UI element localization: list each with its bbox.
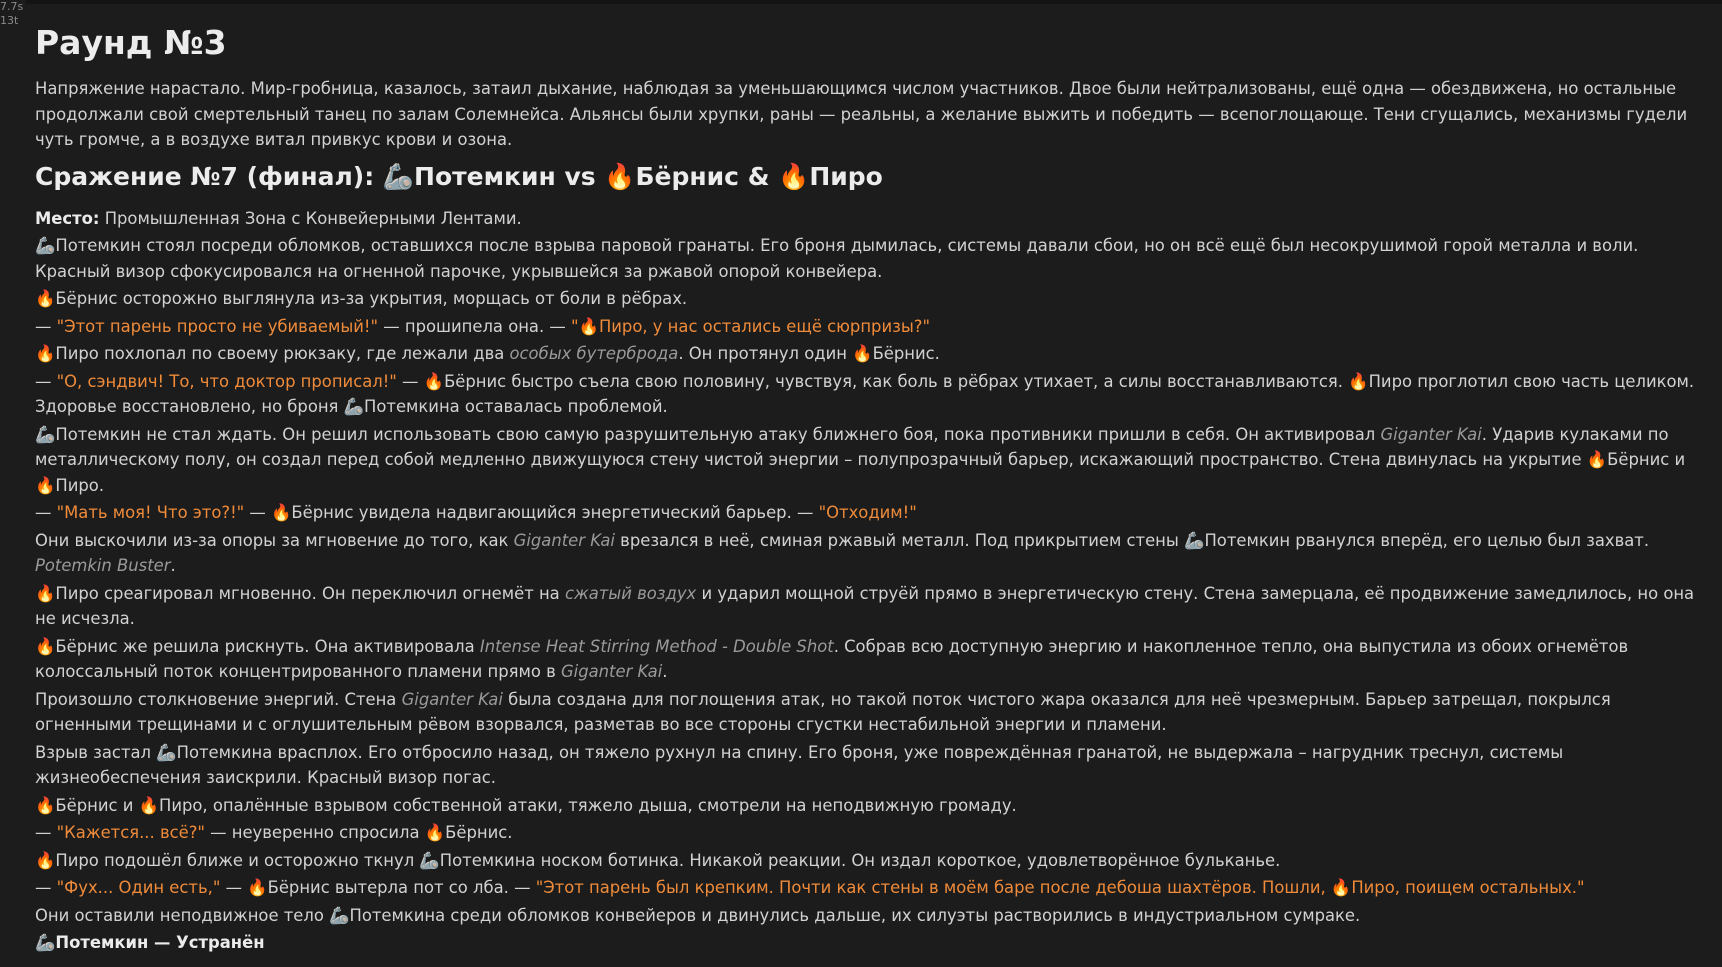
story-line-8 xyxy=(35,528,1700,579)
narration: — неуверенно спросила 🔥Бёрнис. xyxy=(204,823,513,842)
italic-term: Giganter Kai xyxy=(1380,424,1482,444)
story-line-1: 🦾Потемкин стоял посреди обломков, оставшихся после взрыва паровой гранаты. Его броня дымилась, системы давали сбои, но он всё ещё был несокрушимой горой металла и воли. Красный визор сфокусировался на огненной парочке, укрывшейся за ржавой опорой конвейера. xyxy=(35,236,1639,281)
round-title: Раунд №3 xyxy=(35,23,227,62)
narration: . Собрав всю доступную энергию и накопленное тепло, она выпустила из обоих огнемётов колоссальный поток концентрированного пламени прямо в xyxy=(35,636,1629,681)
narration: Они выскочили из-за опоры за мгновение до того, как xyxy=(35,530,514,550)
place-line xyxy=(35,206,1700,232)
italic-term: особых бутерброда xyxy=(509,344,679,363)
narration: — 🔥Бёрнис увидела надвигающийся энергетический барьер. — xyxy=(244,503,819,522)
story-line-13: 🔥Бёрнис и 🔥Пиро, опалённые взрывом собственной атаки, тяжело дыша, смотрели на неподвижную громаду. xyxy=(35,795,1017,815)
narration: врезался в неё, сминая ржавый металл. Под прикрытием стены 🦾Потемкин рванулся вперёд, его целью был захват. xyxy=(614,530,1650,550)
story-line-16 xyxy=(35,875,1700,901)
italic-term: Giganter Kai xyxy=(513,530,615,550)
italic-term: Intense Heat Stirring Method - Double Shot xyxy=(479,636,834,656)
narration: . Ударив кулаками по металлическому полу, он создал перед собой медленно движущуюся стену чистой энергии – полупрозрачный барьер, искажающий пространство. Стена двинулась на укрытие 🔥Бёрнис и 🔥Пиро. xyxy=(35,424,1686,495)
narration: 🔥Бёрнис же решила рискнуть. Она активировала xyxy=(35,636,480,656)
dash: — xyxy=(35,878,57,897)
quote: "🔥Пиро, у нас остались ещё сюрпризы?" xyxy=(571,316,931,336)
narration: — прошипела она. — xyxy=(378,316,571,336)
dash: — xyxy=(35,371,57,391)
intro-paragraph: Напряжение нарастало. Мир-гробница, казалось, затаил дыхание, наблюдая за уменьшающимся числом участников. Двое были нейтрализованы, ещё одна — обездвижена, но остальные продолжали свой смертельный танец по залам Солемнейса. Альянсы были хрупки, раны — реальны, а желание выжить и победить — всепоглощающе. Тени сгущались, механизмы гудели чуть громче, а в воздухе витал привкус крови и озона. xyxy=(35,79,1688,149)
place-label: Место: xyxy=(35,208,100,228)
story-line-10 xyxy=(35,634,1700,685)
quote: "Мать моя! Что это?!" xyxy=(56,503,245,522)
narration: 🔥Пиро среагировал мгновенно. Он переключил огнемёт на xyxy=(35,583,565,603)
quote: "Кажется... всё?" xyxy=(56,823,205,842)
narration: — 🔥Бёрнис быстро съела свою половину, чувствуя, как боль в рёбрах утихает, а силы восстанавливаются. 🔥Пиро проглотил свою часть целиком. Здоровье восстановлено, но броня 🦾Потемкина оставалась проблемой. xyxy=(35,371,1695,416)
generation-tokens: 13t xyxy=(0,14,19,27)
narration: . xyxy=(170,556,176,575)
battle-heading: Сражение №7 (финал): 🦾Потемкин vs 🔥Бёрнис & 🔥Пиро xyxy=(35,161,883,191)
narration: и ударил мощной струёй прямо в энергетическую стену. Стена замерцала, её продвижение замедлилось, но она не исчезла. xyxy=(35,583,1695,628)
narration: была создана для поглощения атак, но такой поток чистого жара оказался для неё чрезмерным. Барьер затрещал, покрылся огненными трещинами и с оглушительным рёвом взорвался, разметав во все стороны сгустки нестабильной энергии и пламени. xyxy=(35,689,1611,734)
italic-term: сжатый воздух xyxy=(564,583,697,603)
generation-time: 7.7s xyxy=(0,0,24,13)
story-line-6 xyxy=(35,422,1700,499)
story-line-2: 🔥Бёрнис осторожно выглянула из-за укрытия, морщась от боли в рёбрах. xyxy=(35,289,688,308)
dash: — xyxy=(35,316,57,336)
italic-term: Potemkin Buster xyxy=(35,556,171,575)
narration: Произошло столкновение энергий. Стена xyxy=(35,689,402,709)
dash: — xyxy=(35,503,57,522)
italic-term: Giganter Kai xyxy=(401,689,503,709)
narration: 🦾Потемкин не стал ждать. Он решил использовать свою самую разрушительную атаку ближнего боя, пока противники пришли в себя. Он активировал xyxy=(35,424,1381,444)
elimination-line xyxy=(35,930,1700,956)
dash: — xyxy=(35,823,57,842)
quote: "Отходим!" xyxy=(818,503,917,522)
quote: "Этот парень был крепким. Почти как стены в моём баре после дебоша шахтёров. Пошли, 🔥Пиро, поищем остальных." xyxy=(535,878,1585,897)
story-line-9 xyxy=(35,581,1700,632)
story-line-4 xyxy=(35,341,1700,367)
quote: "О, сэндвич! То, что доктор прописал!" xyxy=(56,371,397,391)
message-content xyxy=(35,16,1700,958)
quote: "Фух... Один есть," xyxy=(56,878,221,897)
narration: . Он протянул один 🔥Бёрнис. xyxy=(678,344,940,363)
generation-info xyxy=(0,0,23,28)
narration: 🔥Пиро похлопал по своему рюкзаку, где лежали два xyxy=(35,344,510,363)
narration: — 🔥Бёрнис вытерла пот со лба. — xyxy=(220,878,536,897)
story-line-11 xyxy=(35,687,1700,738)
place-value: Промышленная Зона с Конвейерными Лентами. xyxy=(104,208,522,228)
story-line-3 xyxy=(35,314,1700,340)
italic-term: Giganter Kai xyxy=(560,662,663,681)
story-line-14 xyxy=(35,820,1700,846)
top-bar xyxy=(26,0,1722,4)
story-line-7 xyxy=(35,500,1700,526)
story-line-5 xyxy=(35,369,1700,420)
narration: . xyxy=(662,662,668,681)
quote: "Этот парень просто не убиваемый!" xyxy=(56,316,379,336)
story-line-12: Взрыв застал 🦾Потемкина врасплох. Его отбросило назад, он тяжело рухнул на спину. Его броня, уже повреждённая гранатой, не выдержала – нагрудник треснул, системы жизнеобеспечения заискрили. Красный визор погас. xyxy=(35,742,1564,787)
elimination-status: 🦾Потемкин — Устранён xyxy=(35,933,265,952)
story-line-15: 🔥Пиро подошёл ближе и осторожно ткнул 🦾Потемкина носком ботинка. Никакой реакции. Он издал короткое, удовлетворённое бульканье. xyxy=(35,850,1281,870)
story-line-17: Они оставили неподвижное тело 🦾Потемкина среди обломков конвейеров и двинулись дальше, их силуэты растворились в индустриальном сумраке. xyxy=(35,905,1361,925)
